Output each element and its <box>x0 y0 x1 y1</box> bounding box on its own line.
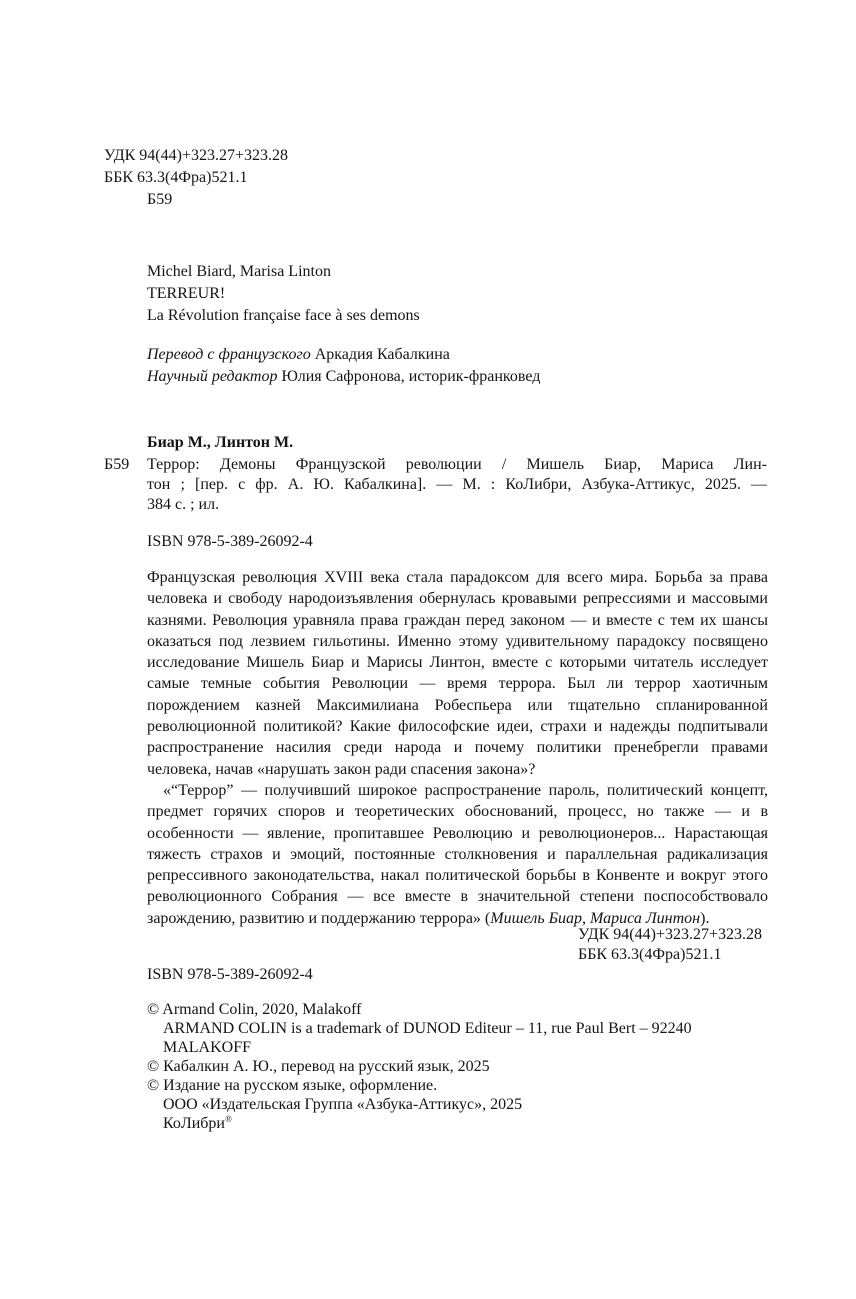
translation-label: Перевод с французского <box>147 346 311 363</box>
original-title: TERREUR! <box>147 285 226 302</box>
catalog-line: Террор: Демоны Французской революции / Мишель Биар, Мариса Лин- <box>147 456 767 473</box>
quote-attribution: Мишель Биар, Мариса Линтон <box>490 909 701 927</box>
editor-label: Научный редактор <box>147 368 278 385</box>
editor-name: Юлия Сафронова, историк-франковед <box>281 368 541 385</box>
footer-isbn: ISBN 978-5-389-26092-4 <box>147 966 313 983</box>
copyright-line: ARMAND COLIN is a trademark of DUNOD Editeur – 11, rue Paul Bert – 92240 <box>163 1020 692 1037</box>
bbk-code: ББК 63.3(4Фра)521.1 <box>104 169 248 186</box>
original-subtitle: La Révolution française face à ses demons <box>147 307 420 324</box>
quote-text: «“Террор” — получивший широкое распространение пароль, политический концепт, предмет горячих споров и теоретических обоснований, процесс, но также — и в особенности — явление, пропитавшее Революцию и революционеров... Нарастающая тяжесть страхов и эмоций, постоянные столкновения и параллельная радикализация репрессивного законодательства, накал политической борьбы в Конвенте и вокруг этого революционного Собрания — все вместе в значительной степени поспособствовало зарождению, развитию и поддержанию террора» <box>147 781 768 927</box>
copyright-line: ООО «Издательская Группа «Азбука-Аттикус», 2025 <box>163 1096 523 1113</box>
catalog-heading: Биар М., Линтон М. <box>147 434 294 451</box>
footer-udk: УДК 94(44)+323.27+323.28 <box>578 926 762 943</box>
editor-credit <box>147 367 540 386</box>
annotation-quote: «“Террор” — получивший широкое распространение пароль, политический концепт, предмет горячих споров и теоретических обоснований, процесс, но также — и в особенности — явление, пропитавшее Революцию и революционеров... Нарастающая тяжесть страхов и эмоций, постоянные столкновения и параллельная радикализация репрессивного законодательства, накал политической борьбы в Конвенте и вокруг этого революционного Собрания — все вместе в значительной степени поспособствовало зарождению, развитию и поддержанию террора» (Мишель Биар, Мариса Линтон). <box>147 781 768 927</box>
annotation-paragraph: Французская революция XVIII века стала парадоксом для всего мира. Борьба за права человека и свободу народоизъявления обернулась кровавыми репрессиями и массовыми казнями. Революция уравняла права граждан перед законом — и вместе с тем их шансы оказаться под лезвием гильотины. Именно этому удивительному парадоксу посвящено исследование Мишель Биар и Марисы Линтон, вместе с которыми читатель исследует самые темные события Революции — время террора. Был ли террор хаотичным порождением казней Максимилиана Робеспьера или тщательно спланированной революционной политикой? Какие философские идеи, страхи и надежды подпитывали распространение насилия среди народа и почему политики пренебрегли правами человека, начав «нарушать закон ради спасения закона»? <box>147 569 768 778</box>
author-mark: Б59 <box>147 191 173 208</box>
catalog-mark: Б59 <box>104 456 130 473</box>
translator-name: Аркадия Кабалкина <box>314 346 450 363</box>
catalog-isbn: ISBN 978-5-389-26092-4 <box>147 533 313 550</box>
registered-mark: ® <box>225 1114 232 1124</box>
catalog-line: тон ; [пер. с фр. А. Ю. Кабалкина]. — М. : КоЛибри, Азбука-Аттикус, 2025. — <box>147 476 767 493</box>
copyright-line: © Armand Colin, 2020, Malakoff <box>147 1001 362 1018</box>
udk-code: УДК 94(44)+323.27+323.28 <box>104 147 288 164</box>
annotation <box>147 567 768 929</box>
translation-credit <box>147 345 450 364</box>
footer-bbk: ББК 63.3(4Фра)521.1 <box>578 946 722 963</box>
copyright-line <box>163 1114 232 1133</box>
catalog-line: 384 с. ; ил. <box>147 496 220 513</box>
copyright-line: © Кабалкин А. Ю., перевод на русский язык, 2025 <box>147 1058 490 1075</box>
copyright-line: © Издание на русском языке, оформление. <box>147 1077 438 1094</box>
copyright-line: MALAKOFF <box>163 1039 252 1056</box>
publisher-brand: КоЛибри <box>163 1115 225 1132</box>
original-authors: Michel Biard, Marisa Linton <box>147 263 331 280</box>
